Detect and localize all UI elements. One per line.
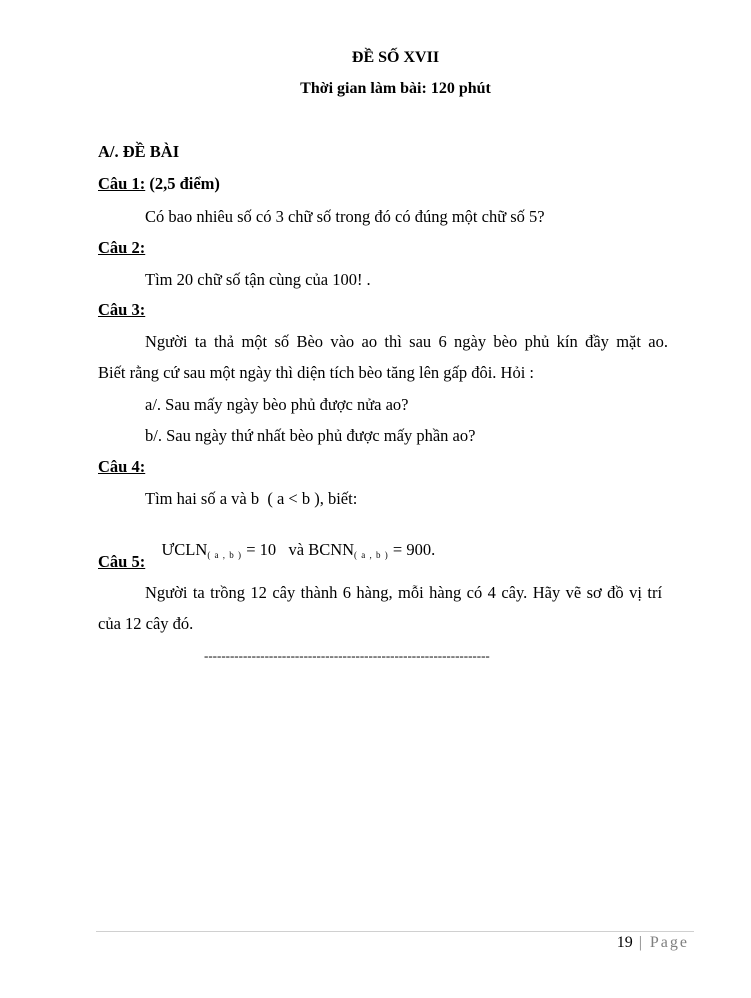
question-3-part-b: b/. Sau ngày thứ nhất bèo phủ được mấy phần ao? <box>145 426 476 445</box>
question-1-label: Câu 1: <box>98 174 146 193</box>
separator-line: ------------------------------------------------------------------ <box>204 648 490 663</box>
question-4-label: Câu 4: <box>98 457 146 476</box>
question-4-text: Tìm hai số a và b ( a < b ), biết: <box>145 489 358 508</box>
question-3-label: Câu 3: <box>98 300 146 319</box>
bcnn-subscript: ( a , b ) <box>354 550 389 560</box>
question-2-label: Câu 2: <box>98 238 146 257</box>
bcnn-label: BCNN <box>308 540 355 559</box>
exam-title: ĐỀ SỐ XVII <box>351 49 440 66</box>
question-3-line-2: Biết rằng cứ sau một ngày thì diện tích bèo tăng lên gấp đôi. Hỏi : <box>98 363 535 382</box>
question-5-line-2: của 12 cây đó. <box>98 614 194 633</box>
section-heading: A/. ĐỀ BÀI <box>98 142 180 161</box>
question-2-text: Tìm 20 chữ số tận cùng của 100! . <box>145 270 371 289</box>
page-footer <box>617 934 689 952</box>
question-1-text: Có bao nhiêu số có 3 chữ số trong đó có đúng một chữ số 5? <box>145 207 545 226</box>
page-label: Page <box>649 934 689 951</box>
ucln-subscript: ( a , b ) <box>207 550 243 560</box>
page-number: 19 <box>616 934 633 951</box>
footer-divider <box>96 931 694 932</box>
question-4-formula <box>145 520 435 580</box>
question-3-line-1: Người ta thả một số Bèo vào ao thì sau 6 ngày bèo phủ kín đầy mặt ao. <box>145 332 668 351</box>
question-5-line-1: Người ta trồng 12 cây thành 6 hàng, mỗi hàng có 4 cây. Hãy vẽ sơ đồ vị trí <box>145 583 663 602</box>
ucln-value: = 10 và <box>242 540 309 559</box>
question-1-points: (2,5 điểm) <box>145 174 220 193</box>
ucln-label: ƯCLN <box>161 540 208 559</box>
question-3-part-a: a/. Sau mấy ngày bèo phủ được nửa ao? <box>145 395 409 414</box>
exam-time: Thời gian làm bài: 120 phút <box>300 80 491 97</box>
question-1-header <box>98 174 220 194</box>
bcnn-value: = 900. <box>388 540 436 559</box>
page-divider: | <box>632 934 650 951</box>
question-5-label: Câu 5: <box>98 552 146 571</box>
